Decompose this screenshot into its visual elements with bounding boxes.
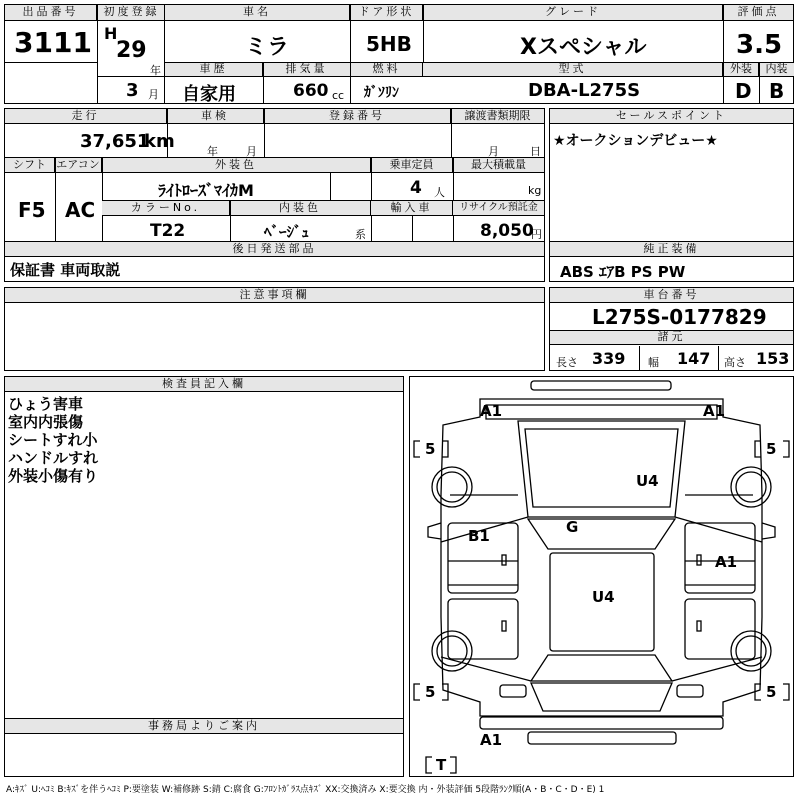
tire-score: 5 — [425, 683, 436, 701]
import-header: 輸入車 — [371, 201, 453, 216]
displacement: 660 — [293, 81, 329, 101]
capacity: 4 — [410, 178, 422, 198]
grade-header: グレード — [424, 5, 723, 21]
later-parts: 保証書 車両取説 — [10, 261, 121, 279]
int-color-header: 内装色 — [230, 201, 371, 216]
transfer-day-unit: 日 — [530, 145, 541, 158]
door-type: 5HB — [366, 32, 412, 56]
height: 153 — [756, 349, 790, 368]
int-header: 内装 — [759, 63, 794, 77]
history-header: 車歴 — [165, 63, 263, 77]
damage-mark: B1 — [468, 527, 490, 545]
damage-mark: U4 — [636, 472, 659, 490]
score: 3.5 — [736, 30, 783, 60]
transfer-header: 譲渡書類期限 — [451, 109, 544, 124]
reg-year: 29 — [116, 38, 147, 63]
ac-header: エアコン — [55, 158, 102, 173]
reg-month-unit: 月 — [148, 88, 159, 101]
shaken-header: 車検 — [167, 109, 264, 124]
damage-mark: A1 — [715, 553, 738, 571]
inspector-line: 外装小傷有り — [8, 467, 99, 485]
mileage-header: 走行 — [5, 109, 167, 124]
trunk-mark: T — [436, 756, 447, 774]
width: 147 — [677, 349, 711, 368]
ext-header: 外装 — [724, 63, 759, 77]
reg-month: 3 — [126, 80, 139, 101]
car-name-header: 車名 — [165, 5, 350, 21]
chassis-number: L275S-0177829 — [592, 305, 767, 329]
inspector-line: ひょう害車 — [8, 395, 84, 413]
displacement-header: 排気量 — [263, 63, 351, 77]
exterior-color: ﾗｲﾄﾛｰｽﾞﾏｲｶM — [158, 181, 254, 200]
color-no-header: カラーNo. — [102, 201, 230, 216]
length-label: 長さ — [556, 356, 578, 369]
chassis-header: 車台番号 — [550, 288, 793, 303]
fuel: ｶﾞｿﾘﾝ — [364, 85, 399, 101]
first-reg-header: 初度登録 — [98, 5, 166, 21]
model-header: 型式 — [423, 63, 723, 77]
car-diagram — [410, 377, 793, 776]
tire-score: 5 — [425, 440, 436, 458]
equipment: ABS ｴｱB PS PW — [560, 263, 686, 281]
interior-grade: B — [769, 79, 785, 103]
legend: A:ｷｽﾞ U:ﾍｺﾐ B:ｷｽﾞを伴うﾍｺﾐ P:要塗装 W:補修跡 S:錆 C:腐食 G:ﾌﾛﾝﾄｶﾞﾗｽ点ｷｽﾞ XX:交換済み X:要交換 内・外装評価 5段階ﾗﾝｸ順(A・B・C・D・E) 1 — [6, 785, 605, 795]
damage-mark: U4 — [592, 588, 615, 606]
lot-number: 3111 — [14, 26, 92, 59]
caution-header: 注意事項欄 — [5, 288, 544, 303]
load-unit: kg — [528, 184, 542, 197]
capacity-unit: 人 — [434, 186, 445, 199]
transfer-month-unit: 月 — [488, 145, 499, 158]
exterior-grade: D — [735, 79, 752, 103]
damage-mark: A1 — [480, 402, 503, 420]
door-header: ドア形状 — [351, 5, 423, 21]
inspector-line: 室内内張傷 — [8, 413, 84, 431]
sales-point: ★オークションデビュー★ — [553, 133, 718, 149]
inspector-line: ハンドルすれ — [8, 449, 99, 467]
damage-mark: A1 — [703, 402, 726, 420]
grade: Xスペシャル — [520, 35, 647, 60]
interior-color-unit: 系 — [355, 228, 366, 241]
displacement-unit: cc — [332, 89, 345, 102]
color-number: T22 — [150, 221, 186, 241]
damage-marks — [425, 402, 776, 774]
inspector-line: シートすれ小 — [8, 431, 98, 449]
recycle-unit: 円 — [531, 228, 542, 241]
shaken-year-unit: 年 — [207, 145, 218, 158]
load-header: 最大積載量 — [453, 158, 544, 173]
height-label: 高さ — [724, 356, 746, 369]
damage-mark: G — [566, 518, 579, 536]
later-parts-header: 後日発送部品 — [5, 242, 544, 257]
regno-header: 登録番号 — [264, 109, 451, 124]
color-header: 外装色 — [102, 158, 371, 173]
history: 自家用 — [182, 84, 236, 105]
mileage-unit: km — [144, 131, 175, 152]
damage-mark: A1 — [480, 731, 503, 749]
inspector-header: 検査員記入欄 — [5, 377, 403, 392]
model-code: DBA-L275S — [528, 80, 641, 101]
office-header: 事務局よりご案内 — [5, 719, 403, 734]
length: 339 — [592, 349, 626, 368]
air-conditioner: AC — [65, 198, 96, 222]
shift: F5 — [18, 198, 46, 222]
recycle-header: リサイクル預託金 — [453, 201, 544, 216]
width-label: 幅 — [648, 356, 659, 369]
spec-header: 諸元 — [550, 331, 793, 345]
capacity-header: 乗車定員 — [371, 158, 453, 173]
recycle-fee: 8,050 — [480, 221, 534, 241]
shaken-month-unit: 月 — [246, 145, 257, 158]
interior-color: ﾍﾞｰｼﾞｭ — [264, 223, 310, 241]
equipment-header: 純正装備 — [550, 242, 793, 257]
lot-header: 出品番号 — [5, 5, 97, 21]
car-name: ミラ — [245, 35, 290, 60]
reg-era: H — [104, 24, 118, 43]
reg-year-unit: 年 — [150, 64, 161, 77]
shift-header: シフト — [5, 158, 55, 173]
score-header: 評価点 — [724, 5, 794, 21]
fuel-header: 燃料 — [351, 63, 423, 77]
tire-score: 5 — [766, 683, 777, 701]
sales-point-header: セールスポイント — [550, 109, 793, 124]
mileage: 37,651 — [80, 131, 150, 152]
tire-score: 5 — [766, 440, 777, 458]
